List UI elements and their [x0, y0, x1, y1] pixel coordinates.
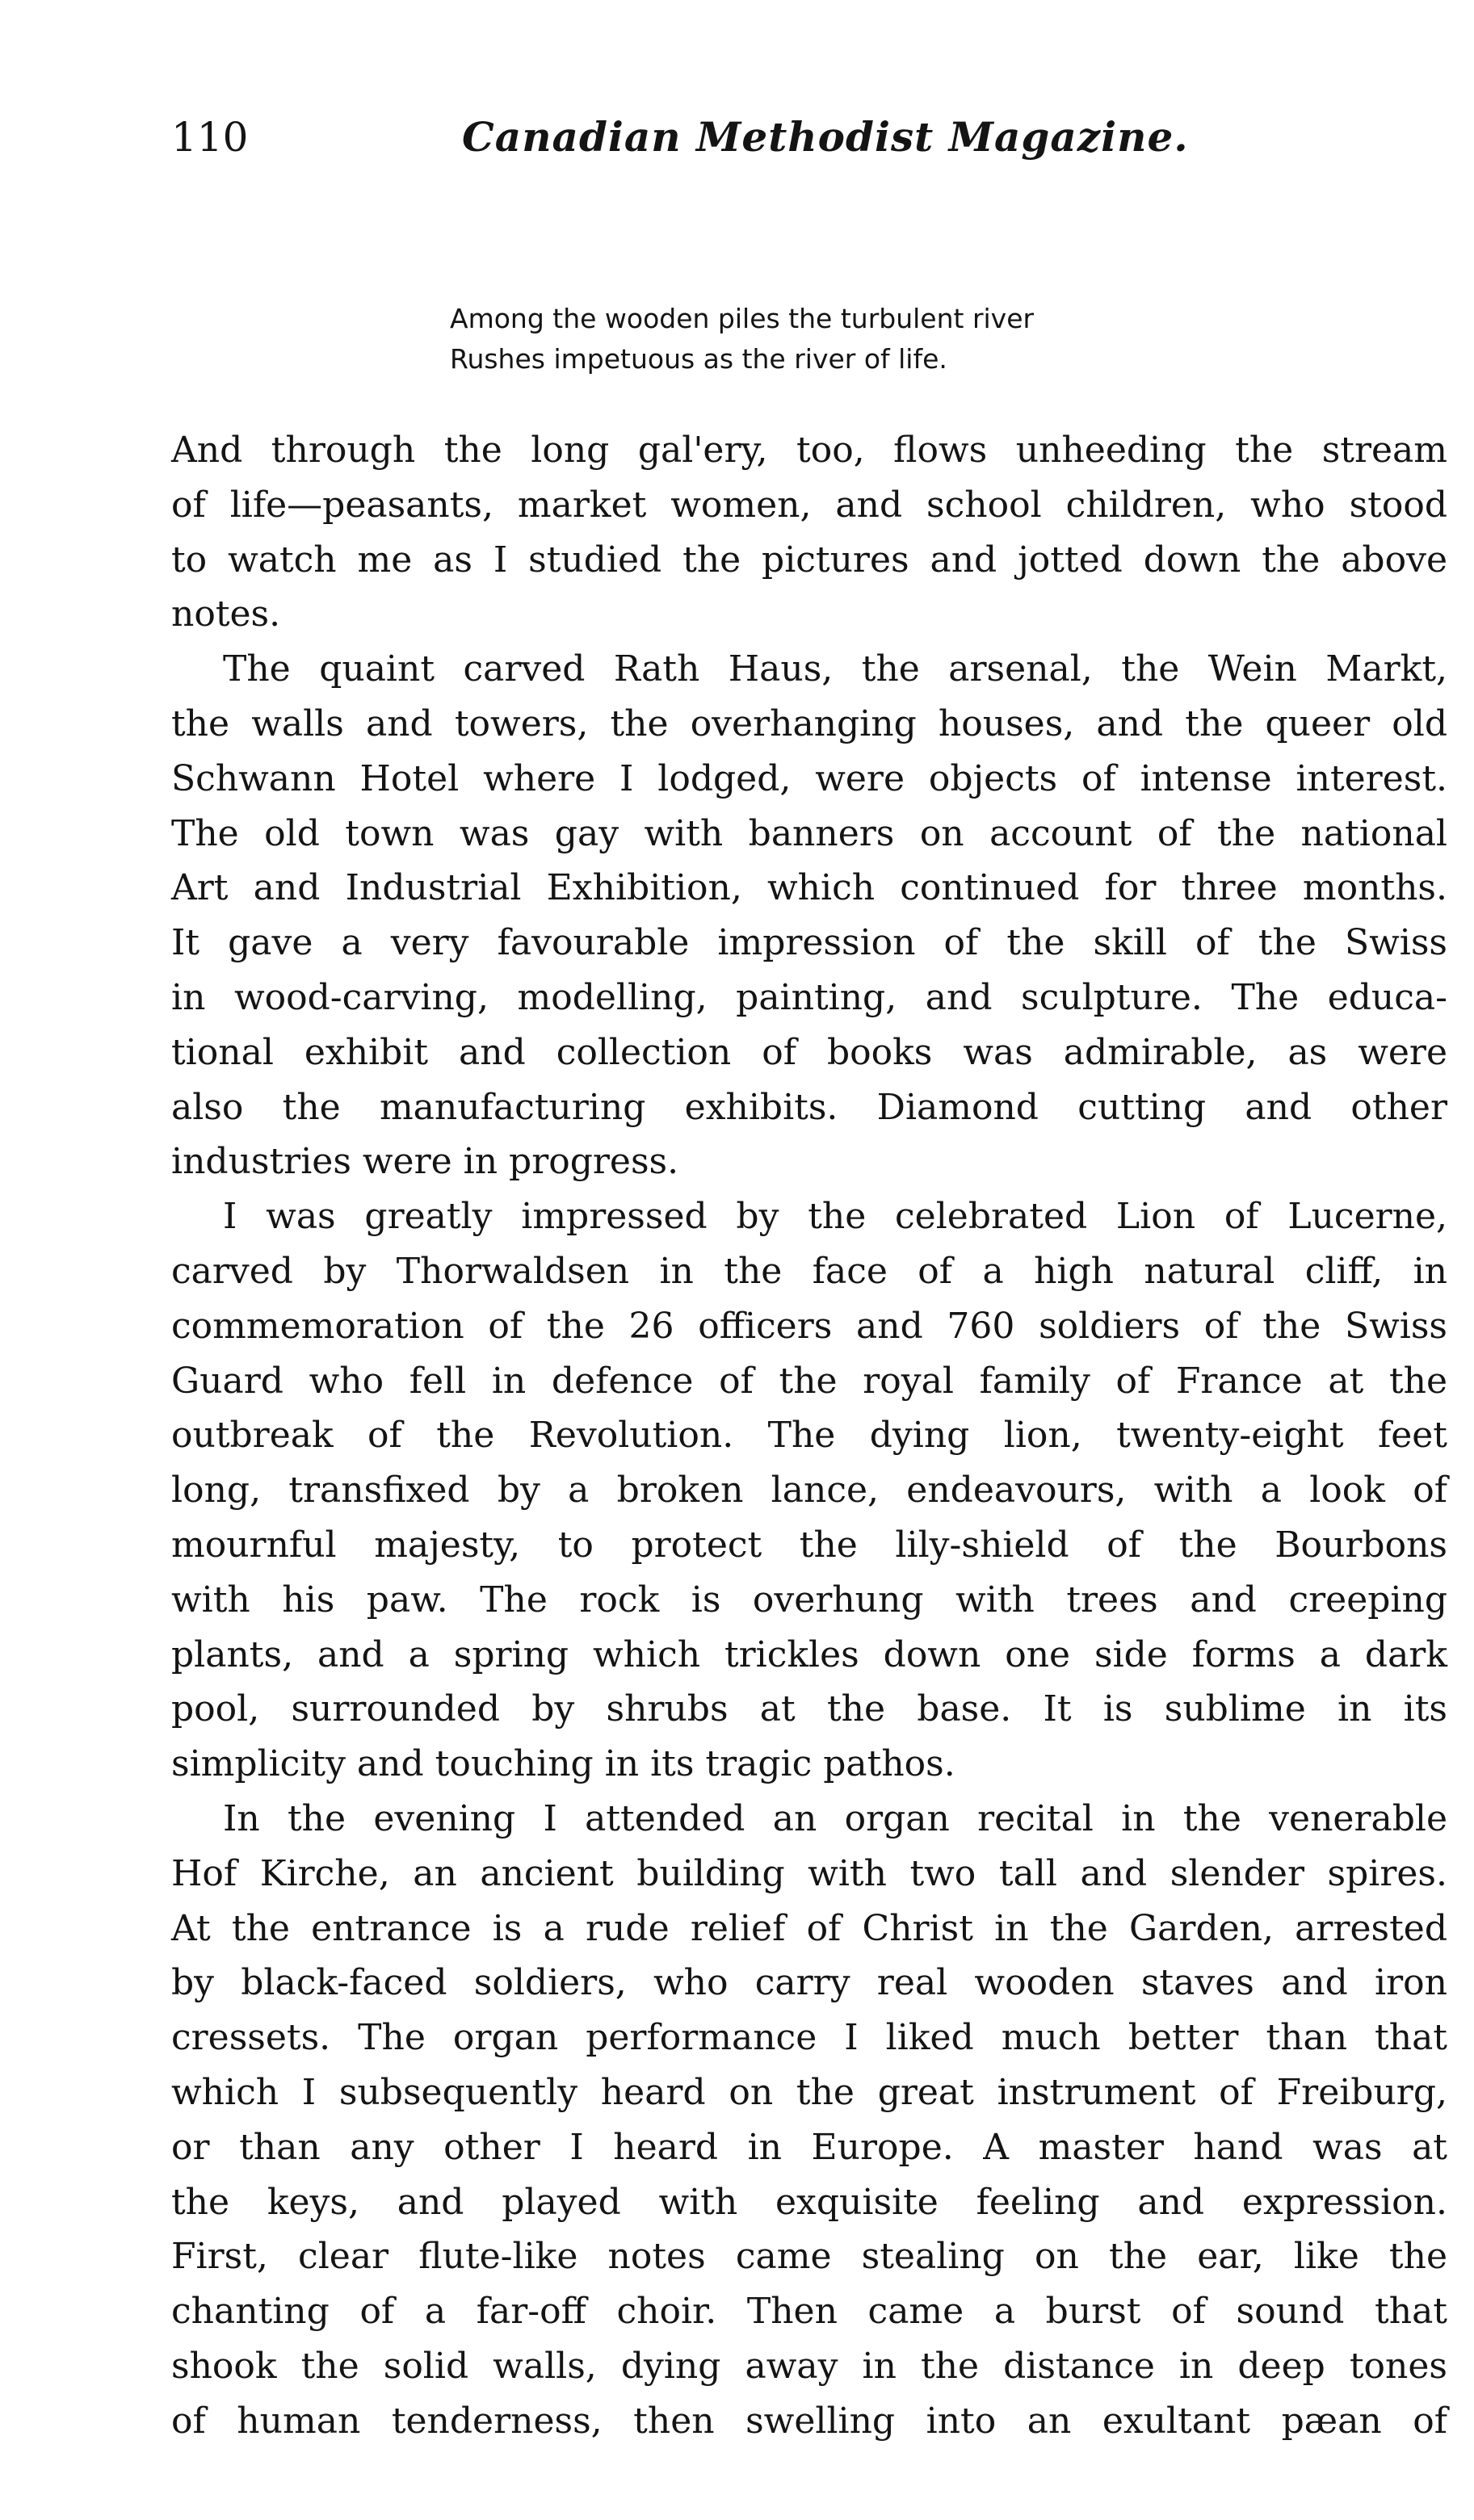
page-header [171, 105, 1447, 170]
text-line: outbreak of the Revolution. The dying lion, twenty-eight feet [171, 1415, 1447, 1457]
text-line: cressets. The organ performance I liked much better than that [171, 2017, 1447, 2059]
text-line: Schwann Hotel where I lodged, were objects of intense interest. [171, 757, 1447, 799]
poem-epigraph [450, 299, 1447, 379]
text-line: or than any other I heard in Europe. A master hand was at [171, 2126, 1447, 2168]
text-line: Hof Kirche, an ancient building with two tall and slender spires. [171, 1852, 1447, 1894]
text-line: which I subsequently heard on the great instrument of Freiburg, [171, 2071, 1447, 2113]
text-line: pool, surrounded by shrubs at the base. It is sublime in its [171, 1688, 1447, 1730]
epigraph-line: Among the wooden piles the turbulent river [450, 303, 1035, 334]
text-line: mournful majesty, to protect the lily-shield of the Bourbons [171, 1524, 1447, 1566]
text-line: And through the long gal'ery, too, flows unheeding the stream [171, 430, 1447, 471]
running-title: Canadian Methodist Magazine. [462, 113, 1189, 161]
text-line: simplicity and touching in its tragic pathos. [171, 1743, 955, 1785]
text-line: tional exhibit and collection of books was admirable, as were [171, 1031, 1447, 1073]
text-line: Art and Industrial Exhibition, which continued for three months. [171, 867, 1447, 909]
text-line: I was greatly impressed by the celebrated Lion of Lucerne, [223, 1196, 1447, 1238]
text-line: The old town was gay with banners on account of the national [171, 812, 1447, 854]
paragraph-lion-of-lucerne [171, 1189, 1447, 1792]
paragraph-gallery [171, 423, 1447, 642]
text-line: First, clear flute-like notes came stealing on the ear, like the [171, 2236, 1447, 2278]
paragraph-organ-recital [171, 1792, 1447, 2449]
text-line: industries were in progress. [171, 1141, 679, 1183]
document-page [171, 105, 1447, 2448]
text-line: shook the solid walls, dying away in the distance in deep tones [171, 2345, 1447, 2387]
text-line: of life—peasants, market women, and school children, who stood [171, 484, 1447, 526]
text-line: also the manufacturing exhibits. Diamond cutting and other [171, 1086, 1447, 1128]
text-line: Guard who fell in defence of the royal family of France at the [171, 1360, 1447, 1402]
text-line: carved by Thorwaldsen in the face of a high natural cliff, in [171, 1250, 1447, 1292]
text-line: long, transfixed by a broken lance, endeavours, with a look of [171, 1470, 1447, 1512]
text-line: commemoration of the 26 officers and 760 soldiers of the Swiss [171, 1305, 1447, 1347]
text-line: the keys, and played with exquisite feeling and expression. [171, 2181, 1447, 2223]
text-line: by black-faced soldiers, who carry real wooden staves and iron [171, 1962, 1447, 2004]
body-text [171, 423, 1447, 2448]
epigraph-line: Rushes impetuous as the river of life. [450, 343, 947, 375]
text-line: of human tenderness, then swelling into an exultant pæan of [171, 2400, 1447, 2442]
text-line: It gave a very favourable impression of the skill of the Swiss [171, 922, 1447, 964]
text-line: In the evening I attended an organ recital in the venerable [223, 1797, 1447, 1839]
page-number: 110 [171, 114, 249, 161]
text-line: plants, and a spring which trickles down one side forms a dark [171, 1633, 1447, 1675]
paragraph-rath-haus [171, 642, 1447, 1189]
text-line: notes. [171, 593, 281, 635]
text-line: chanting of a far-off choir. Then came a burst of sound that [171, 2291, 1447, 2333]
text-line: At the entrance is a rude relief of Christ in the Garden, arrested [171, 1907, 1447, 1949]
text-line: to watch me as I studied the pictures and jotted down the above [171, 539, 1447, 581]
text-line: with his paw. The rock is overhung with trees and creeping [171, 1579, 1447, 1621]
text-line: in wood-carving, modelling, painting, and sculpture. The educa- [171, 976, 1447, 1018]
text-line: The quaint carved Rath Haus, the arsenal, the Wein Markt, [223, 648, 1447, 690]
text-line: the walls and towers, the overhanging houses, and the queer old [171, 702, 1447, 744]
